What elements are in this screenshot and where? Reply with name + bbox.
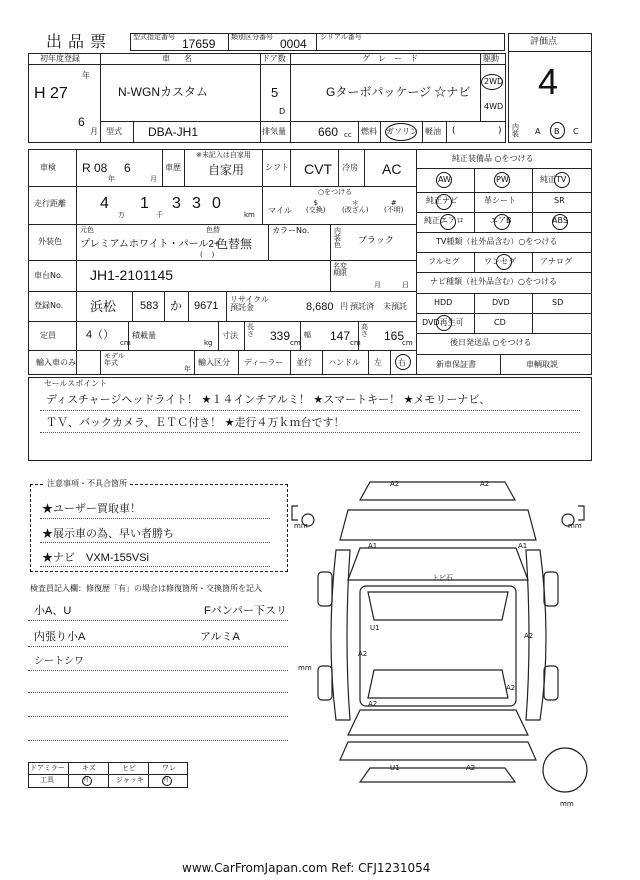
grade: Gターボパッケージ ☆ナビ [326,85,471,99]
sales-line-2: ＴＶ、バックカメラ、ＥＴＣ付き！ ★走行４万ｋｍ台です！ [46,416,345,429]
damage-mark: A1 [518,542,528,550]
damage-mark: A2 [524,632,534,640]
interior-color: ブラック [358,235,394,245]
inspection-date: R 08 [82,161,108,175]
damage-mark: A2 [358,650,368,658]
damage-mark: U1 [390,764,400,772]
displacement: 660 [318,125,339,139]
chassis-number: JH1-2101145 [90,267,174,283]
shift-value: CVT [304,161,332,177]
height-value: 165 [384,329,405,343]
inspector-line: Fバンパー下スリ [204,605,287,617]
inspector-line: アルミA [200,631,240,643]
length-value: 339 [270,329,291,343]
mileage-digit: 4 [100,195,109,212]
category-label: 類別区分番号 [231,33,273,41]
reg-kana: か [170,299,183,313]
note-line: ★ナビ VXM-155VSi [42,552,149,564]
category-number: 0004 [280,37,307,51]
inspector-line: シートシワ [34,656,84,667]
reg-class: 583 [140,300,159,312]
sheet-title: 出品票 [46,32,113,51]
svg-text:mm: mm [298,664,312,672]
capacity-value: 4（） [86,329,115,341]
mileage-digit: 3 [172,195,181,212]
serial-label: シリアル番号 [320,33,362,41]
sales-line-1: ディスチャージヘッドライト！ ★１４インチアルミ！ ★スマートキー！ ★メモリーナビ、 [46,393,491,406]
score-label: 評価点 [530,37,558,47]
damage-mark: U1 [370,624,380,632]
damage-mark: A2 [506,684,516,692]
inspector-line: 内張り小A [34,631,86,643]
footer-ref: www.CarFromJapan.com Ref: CFJ1231054 [182,861,431,875]
damage-mark: A2 [466,764,476,772]
damage-mark: A2 [480,480,490,488]
svg-text:mm: mm [560,800,574,808]
width-value: 147 [330,329,351,343]
recycle-fee: 8,680 [306,301,334,313]
damage-mark: A1 [368,542,378,550]
model: DBA-JH1 [148,125,199,139]
svg-text:mm: mm [294,522,308,530]
fuel-value: ガソリン [386,127,418,136]
use-value: 自家用 [208,163,245,177]
note-line: ★ユーザー買取車！ [42,503,141,515]
mileage-digit: 3 [192,195,201,212]
model-code: 17659 [182,37,216,51]
inspection-month: 6 [124,161,131,175]
era-year: H 27 [34,85,68,102]
mileage-digit: 0 [212,195,221,212]
car-damage-diagram [290,470,600,810]
first-reg-label: 初年度登録 [40,54,80,63]
reg-number: 9671 [194,300,219,312]
color-value: プレミアムホワイト・パール2+ [80,239,220,250]
doors: 5 [271,85,279,100]
svg-text:mm: mm [568,522,582,530]
mileage-digit: 1 [140,195,149,212]
score-value: 4 [538,61,559,102]
model-code-label: 型式指定番号 [133,33,175,41]
reg-city: 浜松 [90,299,117,314]
note-line: ★展示車の為、早い者勝ち [42,528,174,540]
damage-mark: トビ石 [432,574,453,582]
color-change-value: 色替無 [216,237,253,251]
car-name: N-WGNカスタム [118,85,208,99]
damage-mark: A2 [368,700,378,708]
reg-month: 6 [78,115,85,129]
ac-value: AC [382,161,402,177]
damage-mark: A2 [390,480,400,488]
inspector-line: 小A、U [34,605,72,617]
